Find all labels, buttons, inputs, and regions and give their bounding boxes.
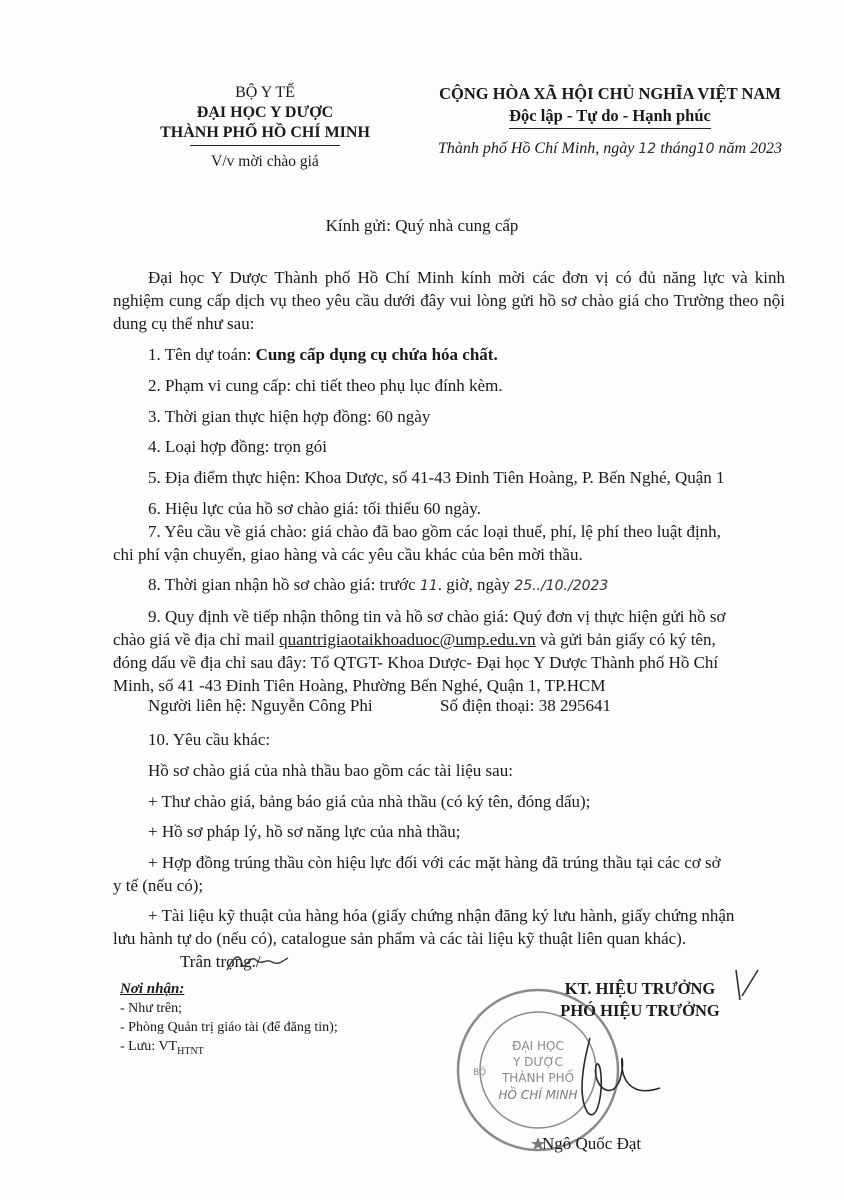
item-7-line1: 7. Yêu cầu về giá chào: giá chào đã bao gồm các loại thuế, phí, lệ phí theo luật định, (148, 522, 721, 541)
item-9-line1: 9. Quy định về tiếp nhận thông tin và hồ sơ chào giá: Quý đơn vị thực hiện gửi hồ sơ (148, 607, 726, 626)
document-2: + Hồ sơ pháp lý, hồ sơ năng lực của nhà thầu; (148, 822, 461, 841)
date-line (410, 138, 810, 160)
item-8-prefix: 8. Thời gian nhận hồ sơ chào giá: trước (148, 575, 420, 594)
item-1 (148, 343, 788, 366)
item-3: 3. Thời gian thực hiện hợp đồng: 60 ngày (148, 407, 431, 426)
signature-title (520, 978, 760, 1022)
header-divider (190, 145, 340, 146)
national-motto: Độc lập - Tự do - Hạnh phúc (509, 105, 711, 129)
seal-line1: ĐẠI HỌC (512, 1039, 564, 1053)
item-5: 5. Địa điểm thực hiện: Khoa Dược, số 41-43 Đinh Tiên Hoàng, P. Bến Nghé, Quận 1 (148, 468, 725, 487)
seal-side-text: BỘ (473, 1068, 487, 1078)
date-month: 10 (696, 141, 715, 157)
seal-line4: HỒ CHÍ MINH (498, 1088, 578, 1102)
recipient-3-prefix: - Lưu: VT (120, 1039, 178, 1054)
document-1: + Thư chào giá, bảng báo giá của nhà thầu (có ký tên, đóng dấu); (148, 792, 591, 811)
recipient-3 (120, 1037, 338, 1061)
recipients-block (120, 980, 338, 1061)
item-10: 10. Yêu cầu khác: (148, 730, 271, 749)
deadline-date: 25../10./2023 (514, 578, 609, 594)
document-4-line2: lưu hành tự do (nếu có), catalogue sản phẩm và các tài liệu kỹ thuật liên quan khác). (113, 929, 687, 948)
document-3-line2: y tế (nếu có); (113, 876, 204, 895)
issuer-block (130, 83, 400, 172)
seal-line3: THÀNH PHỐ (501, 1071, 575, 1085)
item-1-label: 1. Tên dự toán: (148, 345, 256, 364)
item-9-line2 (113, 628, 788, 651)
handwritten-signature (560, 1028, 680, 1123)
signature-line1: KT. HIỆU TRƯỞNG (564, 979, 716, 998)
item-8 (148, 573, 788, 598)
date-day: 12 (638, 141, 657, 157)
deadline-hour: 11 (419, 578, 438, 594)
date-month-label: tháng (660, 140, 697, 157)
recipient-2: - Phòng Quản trị giáo tài (để đăng tin); (120, 1020, 338, 1035)
contact-phone: Số điện thoại: 38 295641 (440, 696, 611, 715)
recipient-3-sub: HTNT (177, 1045, 204, 1057)
date-prefix: Thành phố Hồ Chí Minh, ngày (437, 140, 635, 157)
seal-line2: Y DƯỢC (512, 1055, 564, 1069)
document-subject: V/v mời chào giá (211, 153, 319, 170)
item-7-line2: chi phí vận chuyển, giao hàng và các yêu cầu khác của bên mời thầu. (113, 545, 583, 564)
item-6: 6. Hiệu lực của hồ sơ chào giá: tối thiểu 60 ngày. (148, 499, 481, 518)
item-9-line3: đóng dấu về địa chỉ sau đây: Tổ QTGT- Khoa Dược- Đại học Y Dược Thành phố Hồ Chí (113, 653, 719, 672)
nation-title: CỘNG HÒA XÃ HỘI CHỦ NGHĨA VIỆT NAM (439, 84, 781, 103)
initials-scribble (222, 946, 292, 976)
recipients-title: Nơi nhận: (120, 981, 185, 997)
item-9-line2-pre: chào giá về địa chỉ mail (113, 630, 280, 649)
contact-person: Người liên hệ: Nguyễn Công Phi (148, 696, 373, 715)
item-1-value: Cung cấp dụng cụ chứa hóa chất. (255, 345, 498, 364)
item-8-mid: . giờ, ngày (437, 575, 515, 594)
item-2: 2. Phạm vi cung cấp: chi tiết theo phụ lục đính kèm. (148, 376, 503, 395)
contact-email-link[interactable]: quantrigiaotaikhoaduoc@ump.edu.vn (279, 630, 536, 649)
recipient-1: - Như trên; (120, 1001, 183, 1016)
item-9-line2-post: và gửi bản giấy có ký tên, (535, 630, 716, 649)
approval-tick (728, 964, 768, 1006)
university-name-line2: THÀNH PHỐ HỒ CHÍ MINH (160, 124, 370, 141)
date-year: năm 2023 (718, 140, 783, 157)
signature-line2: PHÓ HIỆU TRƯỞNG (560, 1001, 720, 1020)
greeting: Kính gửi: Quý nhà cung cấp (325, 216, 519, 235)
signer-name: Ngô Quốc Đạt (542, 1134, 642, 1153)
university-name-line1: ĐẠI HỌC Y DƯỢC (196, 104, 334, 121)
closing: Trân trọng./ (180, 952, 261, 971)
document-3-line1: + Hợp đồng trúng thầu còn hiệu lực đối với các mặt hàng đã trúng thầu tại các cơ sở (148, 853, 721, 872)
document-4-line1: + Tài liệu kỹ thuật của hàng hóa (giấy chứng nhận đăng ký lưu hành, giấy chứng nhận (148, 906, 735, 925)
national-header (410, 83, 810, 160)
item-4: 4. Loại hợp đồng: trọn gói (148, 437, 327, 456)
documents-intro: Hồ sơ chào giá của nhà thầu bao gồm các tài liệu sau: (148, 761, 513, 780)
ministry-name: BỘ Y TẾ (235, 84, 295, 101)
item-9-line4: Minh, số 41 -43 Đinh Tiên Hoàng, Phường Bến Nghé, Quận 1, TP.HCM (113, 676, 606, 695)
intro-paragraph: Đại học Y Dược Thành phố Hồ Chí Minh kính mời các đơn vị có đủ năng lực và kinh nghiệm cung cấp dịch vụ theo yêu cầu dưới đây vui lòng gửi hồ sơ chào giá cho Trường theo nội dung cụ thể như sau: (113, 268, 785, 333)
